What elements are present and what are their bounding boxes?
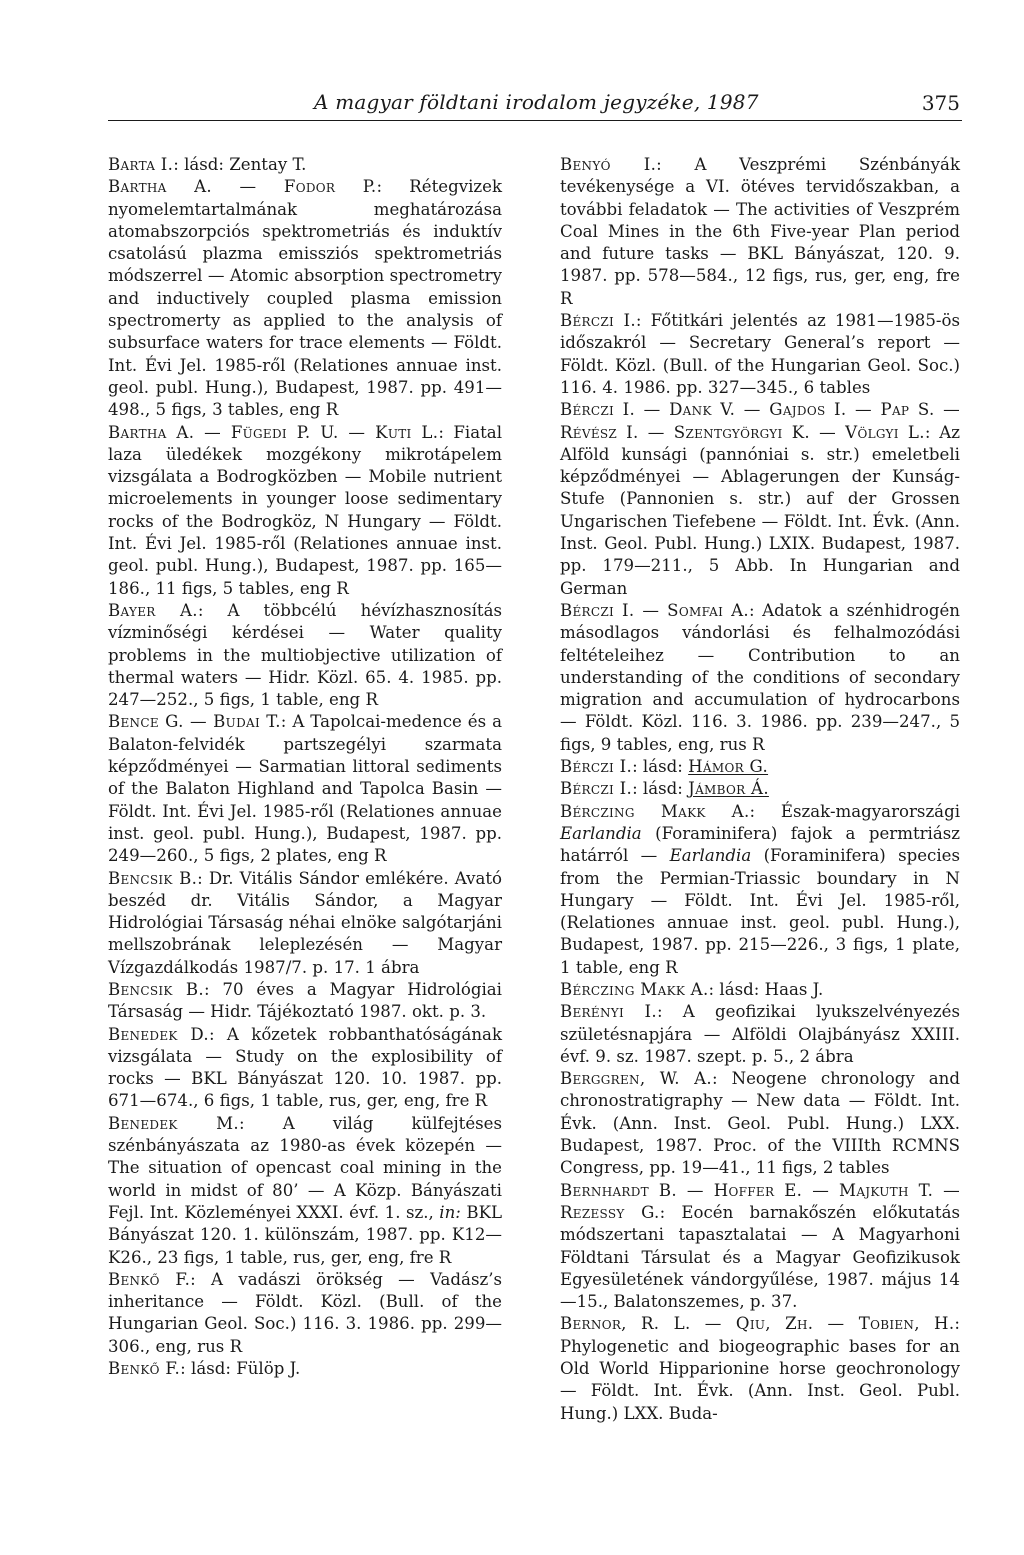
entry-text: : Észak-magyarországi: [749, 801, 961, 821]
entry-text: : A Veszprémi Szénbányák tevékenysége a VI. ötéves tervidőszakban, a további feladatok — The activities of Veszprém Coal Mines in the 6th Five-year Plan period and future tasks — BKL Bányászat, 120. 9. 1987. pp. 578—584., 12 figs, rus, ger, eng, fre R: [560, 155, 961, 308]
entry-author: Bérczing Makk A.: [560, 801, 750, 821]
entry-author: Bayer A.: [108, 600, 198, 620]
entry-text: : lásd: Haas J.: [708, 979, 824, 999]
bibliography-entry: [108, 1113, 502, 1269]
entry-author: Benedek D.: [108, 1024, 209, 1044]
left-column: [108, 154, 502, 1380]
bibliography-entry: [560, 399, 960, 600]
entry-text: : A világ külfejtéses szénbányászata az 1980-as évek közepén — The situation of opencast coal mining in the world in midst of 80’ — A Közp. Bányászati Fejl. Int. Közleményei XXXI. évf. 1. sz.,: [108, 1113, 502, 1222]
entry-author: Benyó I.: [560, 155, 657, 174]
bibliography-entry: [560, 979, 960, 1001]
entry-text: : Phylogenetic and biogeographic bases for an Old World Hipparionine horse geochronology — Földt. Int. Évk. (Ann. Inst. Geol. Publ. Hung.) LXX. Buda-: [560, 1314, 960, 1423]
entry-italic: in:: [439, 1202, 461, 1222]
bibliography-entry: [108, 1269, 502, 1358]
entry-author: Bérczi I. — Somfai A.: [560, 600, 749, 620]
bibliography-entry: [108, 154, 502, 176]
entry-text: : Neogene chronology and chronostratigraphy — New data — Földt. Int. Évk. (Ann. Inst. Geol. Publ. Hung.) LXX. Budapest, 1987. Proc. of the VIIIth RCMNS Congress, pp. 19—41., 11 figs, 2 tables: [560, 1069, 960, 1178]
entry-reference: Jámbor Á.: [688, 779, 769, 799]
bibliography-entry: [108, 422, 502, 600]
entry-text: : A Tapolcai-medence és a Balaton-felvidék partszegélyi szarmata képződményei — Sarmatian littoral sediments of the Balaton Highland and Tapolca Basin — Földt. Int. Évi Jel. 1985-ről (Relationes annuae inst. geol. publ. Hung.), Budapest, 1987. pp. 249—260., 5 figs, 2 plates, eng R: [108, 712, 502, 866]
bibliography-entry: [560, 600, 960, 756]
entry-author: Bérczi I. — Dank V. — Gajdos I. — Pap S. — Révész I. — Szentgyörgyi K. — Völgyi L.: [560, 400, 960, 442]
bibliography-entry: [108, 600, 502, 711]
bibliography-entry: [560, 1313, 960, 1424]
bibliography-entry: [108, 176, 502, 421]
entry-text: : Fiatal laza üledékek mozgékony mikrotápelem vizsgálata a Bodrogközben — Mobile nutrient microelements in younger loose sedimentary rocks of the Bodrogköz, N Hungary — Földt. Int. Évi Jel. 1985-ről (Relationes annuae inst. geol. publ. Hung.), Budapest, 1987. pp. 165—186., 11 figs, 5 tables, eng R: [108, 422, 503, 598]
entry-author: Bernor, R. L. — Qiu, Zh. — Tobien, H.: [560, 1314, 955, 1334]
entry-text: : 70 éves a Magyar Hidrológiai Társaság — Hidr. Tájékoztató 1987. okt. p. 3.: [108, 979, 502, 1022]
entry-author: Bencsik B.: [108, 868, 198, 888]
bibliography-entry: [108, 1358, 502, 1380]
entry-text: : lásd:: [632, 779, 689, 799]
entry-text: : lásd:: [632, 757, 689, 777]
entry-author: Benkő F.: [108, 1359, 181, 1379]
entry-author: Bencsik B.: [108, 979, 204, 999]
entry-author: Bartha A. — Fodor P.: [108, 177, 377, 197]
bibliography-entry: [560, 1180, 960, 1314]
entry-author: Barta I.: [108, 155, 174, 174]
bibliography-entry: [560, 801, 960, 979]
entry-author: Bartha A. — Fügedi P. U. — Kuti L.: [108, 422, 439, 442]
bibliography-entry: [560, 1068, 960, 1179]
entry-text: : A kőzetek robbanthatóságának vizsgálata — Study on the explosibility of rocks — BKL Bányászat 120. 10. 1987. pp. 671—674., 6 figs, 1 table, rus, ger, eng, fre R: [108, 1024, 503, 1111]
entry-text-continued: (Foraminifera) fajok a permtriász határról —: [560, 823, 960, 866]
entry-author: Bérczing Makk A.: [560, 979, 709, 999]
bibliography-entry: [560, 756, 960, 778]
bibliography-entry: [560, 154, 960, 310]
entry-author: Bérczi I.: [560, 779, 633, 799]
bibliography-entry: [108, 979, 502, 1024]
entry-text: : Adatok a szénhidrogén másodlagos vándorlási és felhalmozódási feltételeihez — Contribution to an understanding of the conditions of secondary migration and accumulation of hydrocarbons — Földt. Közl. 116. 3. 1986. pp. 239—247., 5 figs, 9 tables, eng, rus R: [560, 600, 960, 754]
entry-italic: Earlandia: [560, 823, 642, 843]
bibliography-entry: [108, 868, 502, 979]
entry-author: Benedek M.: [108, 1113, 239, 1133]
bibliography-entry: [108, 711, 502, 867]
entry-text: : lásd: Fülöp J.: [180, 1359, 301, 1379]
entry-text: : Főtitkári jelentés az 1981—1985-ös időszakról — Secretary General’s report — Földt. Közl. (Bull. of the Hungarian Geol. Soc.) 116. 4. 1986. pp. 327—345., 6 tables: [560, 311, 960, 397]
entry-text: : A geofizikai lyukszelvényezés születésnapjára — Alföldi Olajbányász XXIII. évf. 9. sz. 1987. szept. p. 5., 2 ábra: [560, 1002, 960, 1066]
entry-text: : Az Alföld kunsági (pannóniai s. str.) emeletbeli képződményei — Ablagerungen der Kunság-Stufe (Pannonien s. str.) auf der Grossen Ungarischen Tiefebene — Földt. Int. Évk. (Ann. Inst. Geol. Publ. Hung.) LXIX. Budapest, 1987. pp. 179—211., 5 Abb. In Hungarian and German: [560, 422, 960, 598]
entry-author: Berényi I.: [560, 1002, 657, 1022]
entry-reference: Hámor G.: [688, 757, 769, 777]
entry-author: Bérczi I.: [560, 757, 633, 777]
entry-author: Bence G. — Budai T.: [108, 712, 281, 732]
page-number: 375: [921, 91, 960, 115]
entry-text: : lásd: Zentay T.: [173, 155, 307, 174]
entry-text: : Rétegvizek nyomelemtartalmának meghatározása atomabszorpciós spektrometriás és induktív csatolású plazma emissziós spektrometriás módszerrel — Atomic absorption spectrometry and inductively coupled plasma emission spectromerty as applied to the analysis of subsurface waters for trace elements — Földt. Int. Évi Jel. 1985-ről (Relationes annuae inst. geol. publ. Hung.), Budapest, 1987. pp. 491—498., 5 figs, 3 tables, eng R: [108, 177, 502, 420]
entry-text-continued: BKL Bányászat 120. 1. különszám, 1987. pp. K12—K26., 23 figs, 1 table, rus, ger, eng, fre R: [108, 1202, 502, 1267]
entry-text: : Dr. Vitális Sándor emlékére. Avató beszéd dr. Vitális Sándor, a Magyar Hidrológiai Társaság néhai elnöke salgótarjáni mellszobrának leleplezésén — Magyar Vízgazdálkodás 1987/7. p. 17. 1 ábra: [108, 868, 503, 977]
right-column: [560, 154, 960, 1425]
bibliography-entry: [108, 1024, 502, 1113]
bibliography-entry: [560, 310, 960, 399]
entry-author: Berggren, W. A.: [560, 1069, 712, 1089]
bibliography-entry: [560, 1001, 960, 1068]
entry-text: : A többcélú hévízhasznosítás vízminőségi kérdései — Water quality problems in the multiobjective utilization of thermal waters — Hidr. Közl. 65. 4. 1985. pp. 247—252., 5 figs, 1 table, eng R: [108, 600, 502, 710]
running-title: A magyar földtani irodalom jegyzéke, 1987: [314, 90, 759, 114]
entry-italic: Earlandia: [669, 846, 752, 866]
entry-author: Bernhardt B. — Hoffer E. — Majkuth T. — Rezessy G.: [560, 1180, 960, 1222]
entry-author: Benkő F.: [108, 1269, 191, 1289]
bibliography-entry: [560, 778, 960, 800]
entry-author: Bérczi I.: [560, 311, 636, 331]
page-header: [108, 86, 962, 121]
entry-text-continued: (Foraminifera) species from the Permian-Triassic boundary in N Hungary — Földt. Int. Évi Jel. 1985-ről, (Relationes annuae inst. geol. publ. Hung.), Budapest, 1987. pp. 215—226., 3 figs, 1 plate, 1 table, eng R: [560, 846, 960, 977]
entry-text: : A vadászi örökség — Vadász’s inheritance — Földt. Közl. (Bull. of the Hungarian Geol. Soc.) 116. 3. 1986. pp. 299—306., eng, rus R: [108, 1269, 502, 1356]
entry-text: : Eocén barnakőszén előkutatás módszertani tapasztalatai — A Magyarhoni Földtani Társulat és a Magyar Geofizikusok Egyesületének vándorgyűlése, 1987. május 14—15., Balatonszemes, p. 37.: [560, 1202, 960, 1312]
